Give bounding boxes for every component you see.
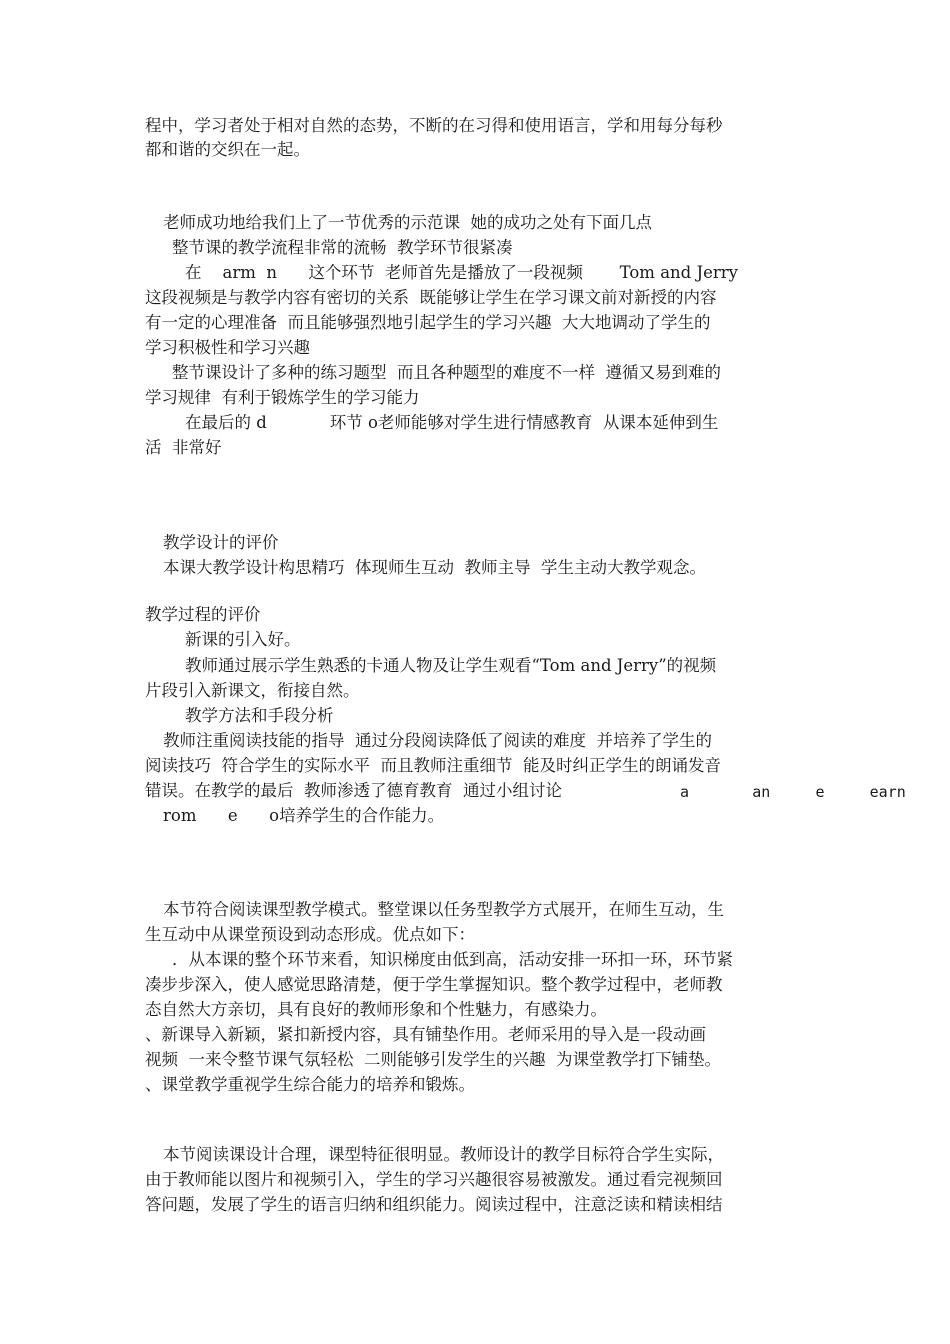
section-heading: 老师成功地给我们上了一节优秀的示范课 她的成功之处有下面几点: [163, 213, 652, 232]
paragraph-line: 生互动中从课堂预设到动态形成。优点如下：: [145, 925, 475, 944]
paragraph-line: 整节课设计了多种的练习题型 而且各种题型的难度不一样 遵循又易到难的: [172, 363, 721, 382]
paragraph-line: 都和谐的交织在一起。: [145, 140, 310, 159]
paragraph-line: 学习规律 有利于锻炼学生的学习能力: [145, 388, 420, 407]
paragraph-line: 教师通过展示学生熟悉的卡通人物及让学生观看“Tom and Jerry”的视频: [185, 656, 717, 675]
list-item: 、新课导入新颖，紧扣新授内容，具有铺垫作用。老师采用的导入是一段动画: [145, 1025, 706, 1044]
paragraph-line: 答问题，发展了学生的语言归纳和组织能力。阅读过程中，注意泛读和精读相结: [145, 1195, 723, 1214]
list-item: ．从本课的整个环节来看，知识梯度由低到高，活动安排一环扣一环，环节紧: [172, 950, 733, 969]
section-heading: 教学设计的评价: [163, 533, 279, 552]
paragraph-line: 片段引入新课文，衔接自然。: [145, 681, 360, 700]
paragraph-line: 本课大教学设计构思精巧 体现师生互动 教师主导 学生主动大教学观念。: [163, 558, 706, 577]
paragraph-line: 本节阅读课设计合理，课型特征很明显。教师设计的教学目标符合学生实际，: [163, 1145, 724, 1164]
paragraph-line: 本节符合阅读课型教学模式。整堂课以任务型教学方式展开，在师生互动，生: [163, 900, 724, 919]
paragraph-line: a an e earn: [680, 783, 906, 801]
paragraph-line: 由于教师能以图片和视频引入，学生的学习兴趣很容易被激发。通过看完视频回: [145, 1170, 723, 1189]
paragraph-line: 态自然大方亲切，具有良好的教师形象和个性魅力，有感染力。: [145, 1000, 607, 1019]
paragraph-line: 教师注重阅读技能的指导 通过分段阅读降低了阅读的难度 并培养了学生的: [163, 731, 712, 750]
subsection-heading: 新课的引入好。: [185, 630, 301, 649]
paragraph-line: 这段视频是与教学内容有密切的关系 既能够让学生在学习课文前对新授的内容: [145, 288, 717, 307]
paragraph-line: 整节课的教学流程非常的流畅 教学环节很紧凑: [172, 238, 513, 257]
list-item: 、课堂教学重视学生综合能力的培养和锻炼。: [145, 1075, 475, 1094]
section-heading: 教学过程的评价: [145, 605, 261, 624]
paragraph-line: 阅读技巧 符合学生的实际水平 而且教师注重细节 能及时纠正学生的朗诵发音: [145, 756, 721, 775]
paragraph-line: 在 arm n 这个环节 老师首先是播放了一段视频 Tom and Jerry: [185, 263, 738, 282]
paragraph-line: 错误。在教学的最后 教师渗透了德育教育 通过小组讨论: [145, 781, 562, 800]
paragraph-line: 程中，学习者处于相对自然的态势，不断的在习得和使用语言，学和用每分每秒: [145, 116, 723, 135]
paragraph-line: rom e o培养学生的合作能力。: [163, 806, 445, 825]
paragraph-line: 凑步步深入，使人感觉思路清楚，便于学生掌握知识。整个教学过程中，老师教: [145, 975, 723, 994]
paragraph-line: 学习积极性和学习兴趣: [145, 338, 310, 357]
paragraph-line: 有一定的心理准备 而且能够强烈地引起学生的学习兴趣 大大地调动了学生的: [145, 313, 711, 332]
paragraph-line: 在最后的 d 环节 o老师能够对学生进行情感教育 从课本延伸到生: [185, 413, 719, 432]
paragraph-line: 活 非常好: [145, 438, 222, 457]
paragraph-line: 视频 一来令整节课气氛轻松 二则能够引发学生的兴趣 为课堂教学打下铺垫。: [145, 1050, 721, 1069]
subsection-heading: 教学方法和手段分析: [185, 706, 334, 725]
